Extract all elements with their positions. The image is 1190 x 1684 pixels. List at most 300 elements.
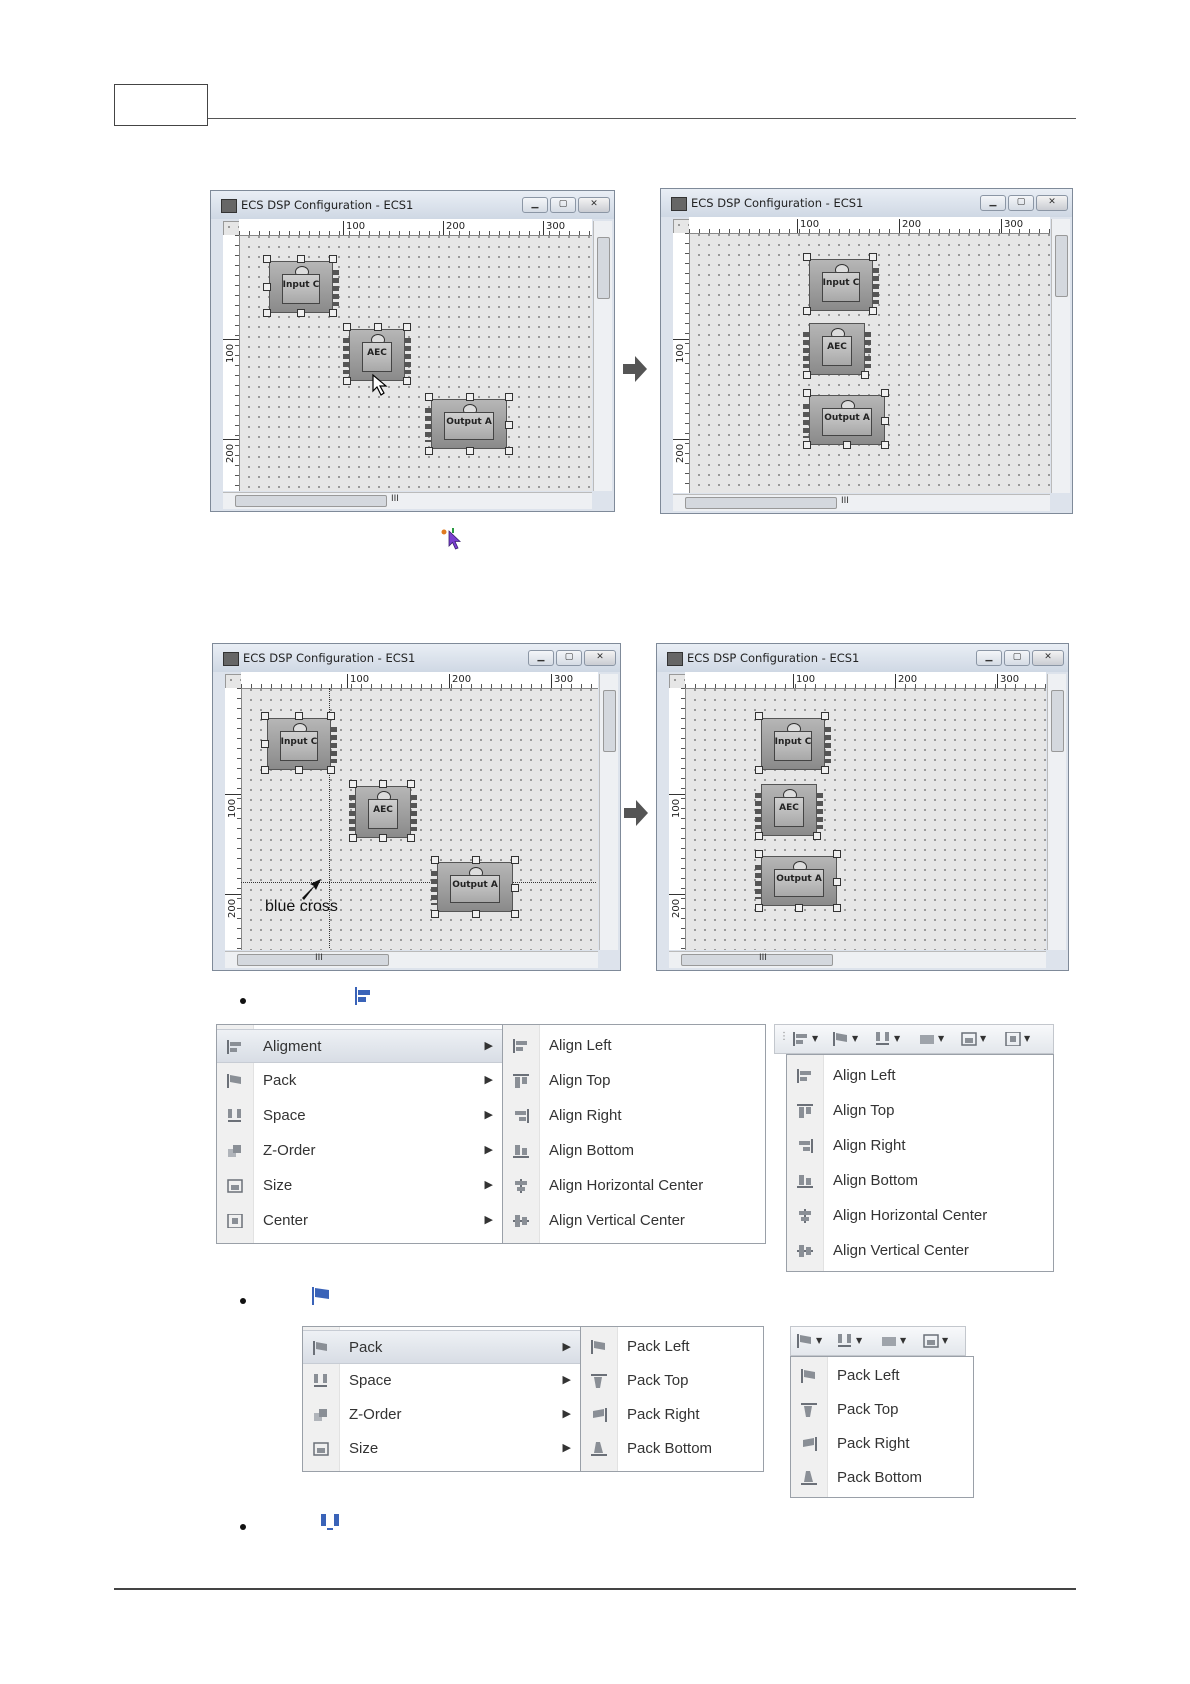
center-icon [227,1214,243,1228]
align-vcenter-icon [797,1244,813,1258]
menu-item-label: Pack [263,1072,297,1089]
bullet [240,1524,246,1530]
aec-block[interactable] [761,784,817,836]
menu-item-label: Pack Right [627,1406,700,1423]
menu-item-label: Size [349,1440,379,1457]
input-pins [803,404,809,438]
pack-left-icon [312,1287,330,1305]
ruler-label-300: 300 [546,221,566,232]
menu-item-center[interactable] [217,1204,503,1238]
pack-icon [313,1341,329,1355]
menu-item-label: Align Vertical Center [833,1242,969,1259]
block-label: Output A [452,880,498,890]
output-pins [405,338,411,374]
dsp-window-after-1 [660,188,1073,514]
menu-item-pack-top[interactable] [791,1393,973,1427]
handle[interactable] [407,834,415,842]
handle[interactable] [505,421,513,429]
output-a-block[interactable] [431,399,507,449]
app-icon [671,197,687,211]
handle[interactable] [263,283,271,291]
ruler-label-v100: 100 [227,798,238,818]
align-bottom-icon [513,1144,529,1158]
scroll-thumb[interactable] [237,954,389,966]
submenu-arrow-icon: ▶ [562,1341,571,1353]
ruler-label-v200: 200 [671,898,682,918]
menu-item-label: Align Bottom [833,1172,919,1189]
horizontal-scrollbar[interactable] [225,951,598,968]
handle[interactable] [472,856,480,864]
ruler-label-300: 300 [554,674,574,685]
align-bottom-icon [797,1174,813,1188]
menu-item-label: Z-Order [349,1406,402,1423]
app-icon [221,199,237,213]
ruler-label-100: 100 [346,221,366,232]
app-icon [667,652,683,666]
title-bar [213,644,620,672]
arrow-right-icon [623,356,647,382]
input-c-block[interactable] [761,718,825,770]
maximize-button[interactable]: ▢ [1004,650,1030,666]
handle[interactable] [263,309,271,317]
maximize-button[interactable]: ▢ [1008,195,1034,211]
size-icon [961,1032,977,1046]
handle[interactable] [327,712,335,720]
aec-block[interactable] [355,786,411,838]
menu-item-pack-bottom[interactable] [581,1432,763,1466]
menu-item-label: Z-Order [263,1142,316,1159]
output-pins [411,795,417,831]
maximize-button[interactable]: ▢ [556,650,582,666]
handle[interactable] [343,323,351,331]
pack-icon [227,1074,243,1088]
horizontal-scrollbar[interactable] [669,951,1046,968]
align-top-icon [513,1074,529,1088]
ruler-label-v200: 200 [227,898,238,918]
space-icon [875,1032,891,1046]
submenu-arrow-icon: ▶ [484,1214,493,1226]
menu-item-label: Align Left [833,1067,896,1084]
handle[interactable] [803,441,811,449]
menu-item-align-left[interactable] [503,1029,765,1063]
handle[interactable] [329,255,337,263]
z-order-icon [919,1032,935,1046]
handle[interactable] [511,910,519,918]
block-label: Output A [824,413,870,423]
ruler-mark [673,339,689,340]
bullet [240,998,246,1004]
pack-right-icon [591,1408,607,1422]
output-pins [825,727,831,763]
handle[interactable] [803,253,811,261]
input-pins [755,793,761,829]
handle[interactable] [795,904,803,912]
input-pins [755,865,761,899]
ruler-mark [669,894,685,895]
z-order-icon [313,1408,329,1422]
handle[interactable] [821,712,829,720]
menu-item-align-right[interactable] [503,1099,765,1133]
handle[interactable] [833,850,841,858]
handle[interactable] [403,323,411,331]
submenu-arrow-icon: ▶ [484,1109,493,1121]
ruler-mark [669,794,685,795]
input-pins [425,408,431,442]
ruler-label-200: 200 [446,221,466,232]
close-button[interactable]: ✕ [578,197,610,213]
align-left-icon [354,987,372,1005]
menu-item-align-top[interactable] [503,1064,765,1098]
menu-item-aligment[interactable] [217,1029,503,1063]
bullet [240,1298,246,1304]
handle[interactable] [261,740,269,748]
menu-item-z-order[interactable] [303,1398,581,1432]
handle[interactable] [425,393,433,401]
horizontal-ruler [239,219,592,236]
aec-block[interactable] [809,323,865,375]
ruler-label-200: 200 [898,674,918,685]
close-button[interactable]: ✕ [584,650,616,666]
align-hcenter-icon [797,1209,813,1223]
ruler-mark [895,674,896,688]
handle[interactable] [297,255,305,263]
submenu-arrow-icon: ▶ [562,1374,571,1386]
ruler-mark [673,439,689,440]
handle[interactable] [755,712,763,720]
menu-item-align-vertical-center[interactable] [503,1204,765,1238]
handle[interactable] [349,834,357,842]
menu-item-label: Align Left [549,1037,612,1054]
pack-toolbar [790,1326,966,1356]
close-button[interactable]: ✕ [1036,195,1068,211]
menu-item-pack-bottom[interactable] [791,1461,973,1495]
output-pins [873,268,879,304]
toolbar-align-dropdown[interactable] [793,1032,819,1048]
menu-item-label: Align Horizontal Center [549,1177,704,1194]
menu-item-pack-right[interactable] [581,1398,763,1432]
menu-item-label: Pack Left [837,1367,900,1384]
menu-item-align-horizontal-center[interactable] [787,1199,1053,1233]
handle[interactable] [261,712,269,720]
output-a-block[interactable] [437,862,513,912]
handle[interactable] [329,309,337,317]
scroll-grip: III [315,953,323,963]
title-bar [211,191,614,219]
input-pins [431,871,437,905]
minimize-button[interactable]: ▁ [522,197,548,213]
pack-left-icon [591,1340,607,1354]
input-c-block[interactable] [269,261,333,313]
vertical-scrollbar[interactable] [599,674,618,950]
scroll-thumb[interactable] [685,497,837,509]
size-icon [923,1334,939,1348]
ruler-mark [449,674,450,688]
submenu-arrow-icon: ▶ [562,1442,571,1454]
handle[interactable] [755,904,763,912]
design-canvas[interactable] [669,674,1046,950]
vertical-scrollbar[interactable] [1051,219,1070,493]
pack-icon [833,1032,849,1046]
menu-item-align-horizontal-center[interactable] [503,1169,765,1203]
pack-right-icon [801,1437,817,1451]
submenu-arrow-icon: ▶ [484,1040,493,1052]
toolbar-z-order-dropdown[interactable] [919,1032,945,1048]
ruler-label-v100: 100 [675,343,686,363]
block-label: AEC [373,805,393,815]
handle[interactable] [505,447,513,455]
dropdown-arrow-icon: ▼ [938,1034,945,1043]
scroll-thumb[interactable] [603,690,616,752]
handle[interactable] [466,393,474,401]
horizontal-scrollbar[interactable] [223,492,592,509]
align-right-icon [797,1139,813,1153]
submenu-arrow-icon: ▶ [484,1179,493,1191]
handle[interactable] [374,323,382,331]
minimize-button[interactable]: ▁ [976,650,1002,666]
output-pins [331,727,337,763]
menu-item-z-order[interactable] [217,1134,503,1168]
menu-item-pack-top[interactable] [581,1364,763,1398]
select-tool-icon [440,528,464,550]
minimize-button[interactable]: ▁ [528,650,554,666]
input-pins [803,332,809,368]
block-label: Output A [446,417,492,427]
handle[interactable] [803,307,811,315]
ruler-label-200: 200 [902,219,922,230]
menu-item-label: Pack Bottom [837,1469,923,1486]
handle[interactable] [407,780,415,788]
handle[interactable] [295,766,303,774]
ruler-mark [543,221,544,235]
align-icon [793,1032,809,1046]
vertical-scrollbar[interactable] [593,221,612,491]
menu-item-align-right[interactable] [787,1129,1053,1163]
toolbar-z-order-dropdown[interactable] [881,1334,907,1350]
dropdown-arrow-icon: ▼ [1024,1034,1031,1043]
toolbar-space-dropdown[interactable] [837,1334,863,1350]
menu-item-pack[interactable] [303,1330,581,1364]
handle[interactable] [881,417,889,425]
handle[interactable] [755,832,763,840]
handle[interactable] [379,780,387,788]
pack-left-icon [801,1369,817,1383]
arrow-right-icon [624,800,648,826]
window-title: ECS DSP Configuration - ECS1 [243,651,416,665]
pack-top-icon [591,1374,607,1388]
menu-item-align-bottom[interactable] [787,1164,1053,1198]
handle[interactable] [403,377,411,385]
handle[interactable] [869,253,877,261]
handle[interactable] [343,377,351,385]
ruler-label-100: 100 [796,674,816,685]
dropdown-arrow-icon: ▼ [812,1034,819,1043]
layout-toolbar [774,1024,1054,1054]
scroll-thumb[interactable] [681,954,833,966]
horizontal-ruler [685,672,1046,689]
handle[interactable] [297,309,305,317]
pack-top-icon [801,1403,817,1417]
handle[interactable] [803,371,811,379]
handle[interactable] [813,832,821,840]
scroll-grip: III [759,953,767,963]
handle[interactable] [821,766,829,774]
ruler-mark [793,674,794,688]
ruler-mark [797,219,798,233]
context-menu-pack [302,1326,582,1472]
menu-item-space[interactable] [217,1099,503,1133]
handle[interactable] [505,393,513,401]
app-icon [223,652,239,666]
handle[interactable] [263,255,271,263]
toolbar-center-dropdown[interactable] [1005,1032,1031,1048]
ruler-mark [347,674,348,688]
handle[interactable] [861,371,869,379]
ruler-mark [225,794,241,795]
space-icon [227,1109,243,1123]
annotation-arrow-icon [299,878,323,900]
size-icon [313,1442,329,1456]
ruler-mark [223,339,239,340]
handle[interactable] [833,904,841,912]
horizontal-ruler [689,217,1050,234]
handle[interactable] [472,910,480,918]
ruler-label-100: 100 [350,674,370,685]
menu-item-pack[interactable] [217,1064,503,1098]
toolbar-grip-icon: ⋮ [779,1031,789,1042]
align-left-icon [513,1039,529,1053]
handle[interactable] [881,441,889,449]
align-vcenter-icon [513,1214,529,1228]
menu-item-label: Align Bottom [549,1142,635,1159]
menu-item-label: Size [263,1177,293,1194]
dsp-window-after-2 [656,643,1069,971]
block-label: Output A [776,874,822,884]
handle[interactable] [349,780,357,788]
menu-item-align-bottom[interactable] [503,1134,765,1168]
guide-line-horizontal [241,882,596,883]
scroll-thumb[interactable] [235,495,387,507]
handle[interactable] [843,441,851,449]
handle[interactable] [755,766,763,774]
handle[interactable] [261,766,269,774]
footer-rule [114,1588,1076,1590]
size-icon [227,1179,243,1193]
menu-item-label: Align Top [833,1102,895,1119]
pack-bottom-icon [591,1442,607,1456]
menu-item-pack-left[interactable] [791,1359,973,1393]
toolbar-align-menu [786,1054,1054,1272]
scroll-thumb[interactable] [1051,690,1064,752]
handle[interactable] [431,856,439,864]
menu-item-label: Pack Left [627,1338,690,1355]
menu-item-space[interactable] [303,1364,581,1398]
output-pins [865,332,871,368]
menu-item-pack-left[interactable] [581,1330,763,1364]
ruler-mark [1001,219,1002,233]
handle[interactable] [881,389,889,397]
menu-item-size[interactable] [303,1432,581,1466]
submenu-arrow-icon: ▶ [484,1144,493,1156]
close-button[interactable]: ✕ [1032,650,1064,666]
block-label: Input C [280,737,318,747]
maximize-button[interactable]: ▢ [550,197,576,213]
dropdown-arrow-icon: ▼ [852,1034,859,1043]
handle[interactable] [425,447,433,455]
minimize-button[interactable]: ▁ [980,195,1006,211]
ruler-mark [551,674,552,688]
dsp-window-before-2 [212,643,621,971]
handle[interactable] [466,447,474,455]
handle[interactable] [327,766,335,774]
dropdown-arrow-icon: ▼ [816,1336,823,1345]
ruler-mark [899,219,900,233]
ruler-mark [225,894,241,895]
align-right-icon [513,1109,529,1123]
menu-item-pack-right[interactable] [791,1427,973,1461]
z-order-icon [227,1144,243,1158]
menu-item-label: Align Horizontal Center [833,1207,988,1224]
dropdown-arrow-icon: ▼ [900,1336,907,1345]
menu-item-label: Pack Top [837,1401,899,1418]
handle[interactable] [869,307,877,315]
page-number-box [114,84,208,126]
dropdown-arrow-icon: ▼ [980,1034,987,1043]
toolbar-size-dropdown[interactable] [923,1334,949,1350]
handle[interactable] [803,389,811,397]
window-title: ECS DSP Configuration - ECS1 [691,196,864,210]
vertical-scrollbar[interactable] [1047,674,1066,950]
output-a-block[interactable] [761,856,837,906]
dropdown-arrow-icon: ▼ [942,1336,949,1345]
handle[interactable] [295,712,303,720]
menu-item-label: Align Right [549,1107,622,1124]
toolbar-size-dropdown[interactable] [961,1032,987,1048]
ruler-label-v100: 100 [671,798,682,818]
handle[interactable] [511,884,519,892]
handle[interactable] [755,850,763,858]
menu-item-label: Space [263,1107,306,1124]
handle[interactable] [379,834,387,842]
space-icon [320,1514,342,1532]
align-icon [227,1040,243,1054]
toolbar-pack-dropdown[interactable] [797,1334,823,1350]
handle[interactable] [833,878,841,886]
menu-item-align-top[interactable] [787,1094,1053,1128]
submenu-arrow-icon: ▶ [562,1408,571,1420]
dropdown-arrow-icon: ▼ [856,1336,863,1345]
output-a-block[interactable] [809,395,885,445]
align-top-icon [797,1104,813,1118]
context-menu-alignment [216,1024,504,1244]
menu-item-size[interactable] [217,1169,503,1203]
toolbar-space-dropdown[interactable] [875,1032,901,1048]
scroll-thumb[interactable] [1055,235,1068,297]
menu-item-align-left[interactable] [787,1059,1053,1093]
menu-item-label: Pack Right [837,1435,910,1452]
scroll-thumb[interactable] [597,237,610,299]
menu-item-align-vertical-center[interactable] [787,1234,1053,1268]
ruler-mark [997,674,998,688]
center-icon [1005,1032,1021,1046]
handle[interactable] [431,910,439,918]
input-c-block[interactable] [267,718,331,770]
toolbar-pack-dropdown[interactable] [833,1032,859,1048]
input-c-block[interactable] [809,259,873,311]
handle[interactable] [511,856,519,864]
block-label: Input C [282,280,320,290]
space-icon [313,1374,329,1388]
horizontal-scrollbar[interactable] [673,494,1050,511]
